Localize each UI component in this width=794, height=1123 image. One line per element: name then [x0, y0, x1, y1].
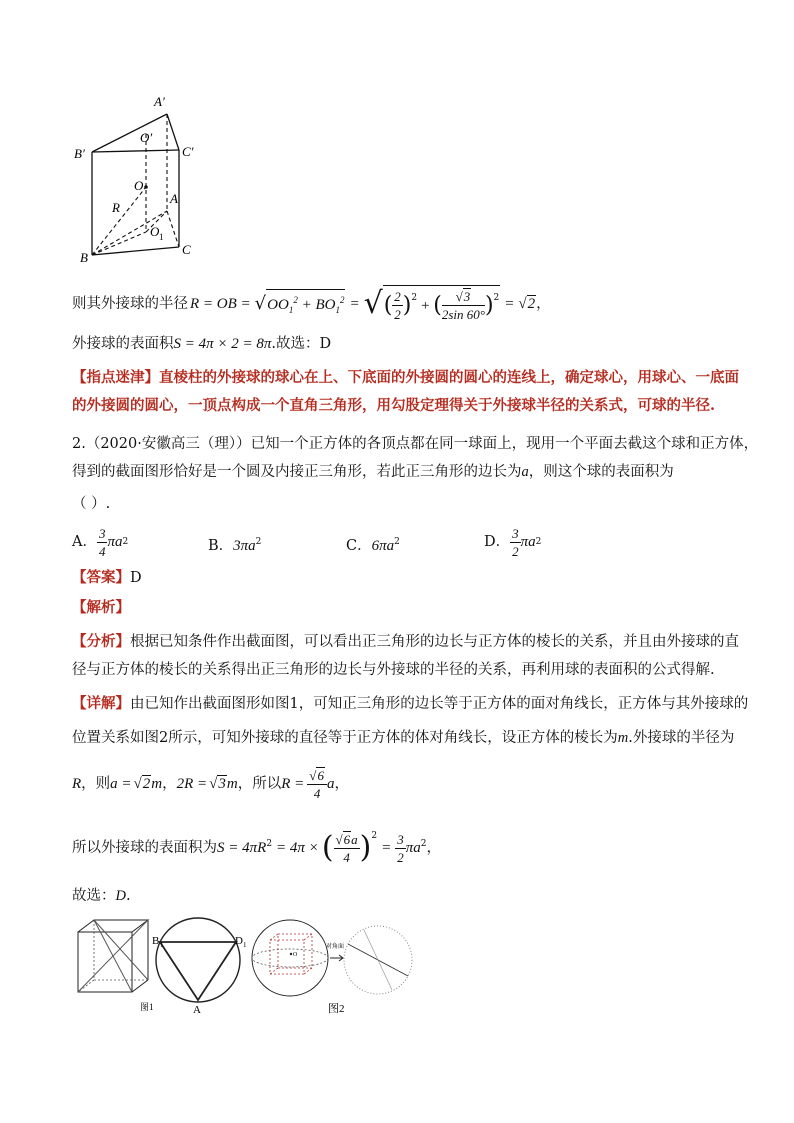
question-2-line-2: 得到的截面图形恰好是一个圆及内接正三角形，若此正三角形的边长为a，则这个球的表面积为: [72, 464, 674, 480]
radius-eq2: =: [504, 296, 515, 312]
option-b[interactable]: B．$3\pi a^2$: [208, 537, 262, 554]
tri-label-d: D: [235, 935, 243, 947]
analysis-title: 【解析】: [72, 599, 130, 616]
conclusion-line: 故选：D.: [72, 888, 131, 904]
arrow-label: 对角面: [326, 944, 345, 950]
radius-prefix: 则其外接球的半径: [72, 296, 188, 312]
surface-result-line: 所以外接球的表面积为 S = 4πR $^2$ = 4π × ( $\frac{√6a}{4}$ ) $^2$ = $\frac{3}{2}$ πa $^2$ ，: [72, 830, 441, 865]
answer-line: [72, 568, 142, 588]
radius-eq-start: R = OB =: [190, 296, 251, 312]
detail-line-2: 位置关系如图2所示，可知外接球的直径等于正方体的体对角线长，设正方体的棱长为m.外接球的半径为: [72, 730, 735, 746]
tip-label: 【指点迷津】: [72, 369, 159, 386]
answer-value: D: [130, 570, 142, 586]
detail-label: 【详解】: [72, 695, 130, 712]
answer-label: 【答案】: [72, 569, 130, 586]
fig2-caption: 图2: [328, 1003, 345, 1014]
option-d[interactable]: D． $\frac{3}{2}$ πa 2: [484, 525, 542, 559]
radius-formula-line: 则其外接球的半径 R = OB = √ $OO_1^2 + BO_1^2$ = √ ( $\frac{2}{2}$ ) $^2$ + ( $\frac{√3}{2\sin 60^\circ}$ ) $^2$ = √2 ，: [72, 286, 551, 322]
analysis-line-2: 径与正方体的棱长的关系得出正三角形的边长与外接球的半径的关系，再利用球的表面积的公式得解.: [72, 662, 715, 678]
tip-line-1: 【指点迷津】直棱柱的外接球的球心在上、下底面的外接圆的圆心的连线上，确定球心，用球心、一底面: [72, 369, 739, 386]
surface-formula: S = 4π × 2 = 8π: [173, 336, 272, 352]
analysis-label: 【分析】: [72, 633, 130, 650]
label-b-top: B′: [74, 146, 85, 161]
label-c: C: [182, 242, 191, 257]
label-o-top: O′: [140, 130, 153, 145]
radius-big-root: ( $\frac{2}{2}$ ) $^2$ + ( $\frac{√3}{2\sin 60^\circ}$ ) $^2$: [383, 285, 501, 323]
detail-line-1: 【详解】由已知作出截面图形如图1，可知正三角形的边长等于正方体的面对角线长，正方体与其外接球的: [72, 695, 749, 712]
fig1-caption: 图1: [140, 1002, 154, 1012]
figures-1-2: [72, 914, 417, 1014]
tri-label-b: B: [152, 935, 160, 947]
label-c-top: C′: [182, 144, 194, 159]
label-o1-sub: 1: [159, 232, 164, 242]
sphere-label-o: O: [293, 952, 298, 958]
analysis-line-1: 【分析】根据已知条件作出截面图，可以看出正三角形的边长与正方体的棱长的关系，并且由外接球的直: [72, 633, 739, 650]
tri-label-d-sub: 1: [243, 941, 247, 949]
prism-figure: [72, 92, 222, 264]
tri-label-b-sub: 1: [160, 941, 164, 949]
label-o1: O: [150, 224, 160, 239]
option-c[interactable]: C．$6\pi a^2$: [346, 537, 400, 554]
radius-root: $OO_1^2 + BO_1^2$: [266, 289, 345, 320]
label-b: B: [80, 250, 88, 264]
label-a: A: [170, 191, 178, 206]
radius-eq: =: [349, 296, 360, 312]
label-a-top: A′: [154, 94, 165, 109]
surface-suffix: .故选：D: [271, 336, 332, 352]
label-r: R: [112, 200, 120, 215]
tri-label-a: A: [193, 1004, 201, 1014]
detail-line-3: R ，则 a = √2 m ， 2R = √3 m ，所以 R = $\frac{√6}{4}$ a ，: [72, 767, 349, 801]
surface-prefix: 外接球的表面积: [72, 336, 174, 352]
tip-line-2: 的外接圆的圆心，一顶点构成一个直角三角形，用勾股定理得关于外接球半径的关系式，可球的半径.: [72, 397, 716, 414]
label-o: O: [134, 178, 144, 193]
option-a[interactable]: A． $\frac{3}{4}$ πa 2: [72, 525, 129, 559]
radius-result: 2: [527, 296, 536, 312]
surface-area-line: [72, 334, 331, 354]
question-2-line-1: 2.（2020·安徽高三（理））已知一个正方体的各顶点都在同一球面上，现用一个平面去截这个球和正方体，: [72, 436, 759, 452]
question-2-line-3: （ ）.: [72, 496, 111, 512]
